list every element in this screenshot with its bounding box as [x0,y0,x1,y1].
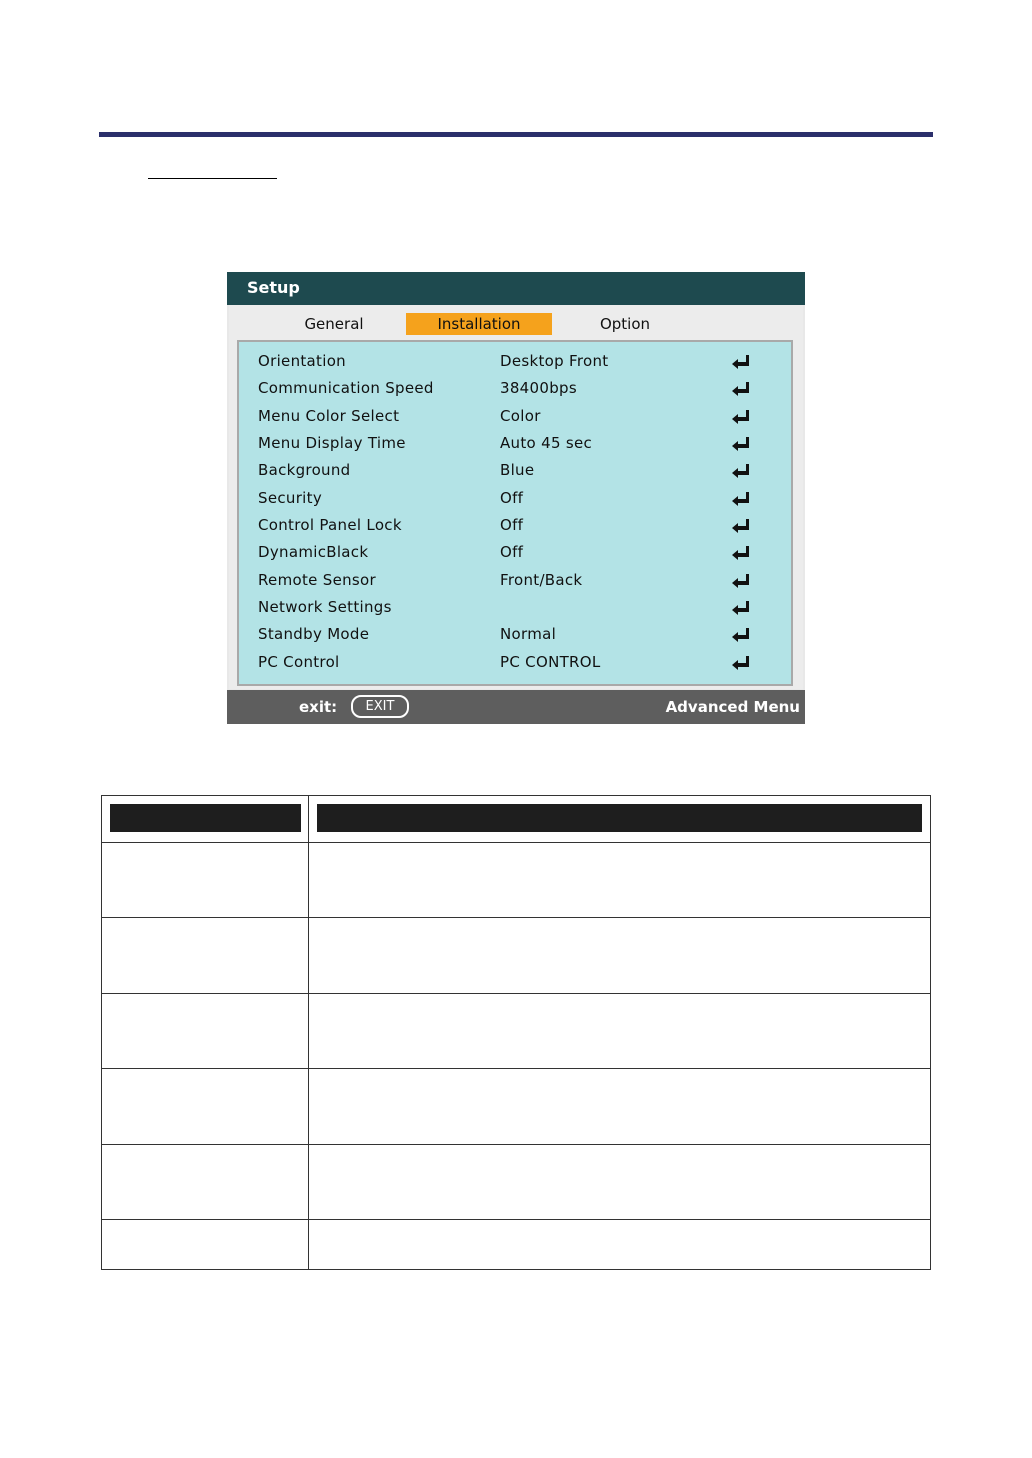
menu-row-label: Remote Sensor [258,571,376,589]
menu-row-value: Off [500,516,524,534]
table-row-divider [102,1144,930,1145]
menu-row[interactable] [239,543,791,570]
exit-button[interactable]: EXIT [351,695,409,718]
menu-row[interactable] [239,379,791,406]
table-header-cell-1 [110,804,301,832]
enter-arrow-icon[interactable] [731,381,751,397]
table-row-divider [102,993,930,994]
menu-title-bar [227,272,805,305]
enter-arrow-icon[interactable] [731,600,751,616]
menu-row-value: Desktop Front [500,352,609,370]
menu-row[interactable] [239,625,791,652]
table-header-cell-2 [317,804,922,832]
table-row-divider [102,1068,930,1069]
menu-row-label: DynamicBlack [258,543,369,561]
menu-row-value: Color [500,407,541,425]
menu-row[interactable] [239,407,791,434]
enter-arrow-icon[interactable] [731,463,751,479]
menu-row[interactable] [239,653,791,680]
advanced-menu-label[interactable]: Advanced Menu [665,698,800,716]
menu-row-value: Auto 45 sec [500,434,593,452]
menu-row-label: Communication Speed [258,379,434,397]
menu-row-value: 38400bps [500,379,577,397]
enter-arrow-icon[interactable] [731,545,751,561]
menu-row-label: Background [258,461,351,479]
menu-row-label: PC Control [258,653,340,671]
enter-arrow-icon[interactable] [731,655,751,671]
menu-row-label: Orientation [258,352,346,370]
menu-row-value: Blue [500,461,535,479]
menu-row-value: Off [500,489,524,507]
enter-arrow-icon[interactable] [731,354,751,370]
menu-row[interactable] [239,352,791,379]
menu-row-label: Menu Display Time [258,434,406,452]
menu-footer [227,690,805,724]
settings-panel [237,340,793,686]
setup-menu-window [227,272,805,724]
menu-row-value: Front/Back [500,571,583,589]
tab-bar [229,305,803,339]
menu-row[interactable] [239,461,791,488]
table-row-divider [102,917,930,918]
enter-arrow-icon[interactable] [731,627,751,643]
menu-row-value: Off [500,543,524,561]
menu-row-label: Network Settings [258,598,392,616]
menu-row[interactable] [239,516,791,543]
settings-description-table [101,795,931,1270]
menu-row[interactable] [239,571,791,598]
menu-row-label: Menu Color Select [258,407,400,425]
enter-arrow-icon[interactable] [731,436,751,452]
menu-row[interactable] [239,489,791,516]
menu-row[interactable] [239,434,791,461]
menu-row-value: Normal [500,625,557,643]
table-column-divider [308,796,309,1269]
tab-option[interactable]: Option [599,315,651,333]
menu-row[interactable] [239,598,791,625]
tab-installation[interactable]: Installation [406,313,552,335]
enter-arrow-icon[interactable] [731,409,751,425]
exit-label: exit: [299,698,338,716]
tab-general[interactable]: General [304,315,364,333]
top-header-rule [99,132,933,137]
menu-body [229,305,803,689]
menu-title: Setup [247,278,300,297]
enter-arrow-icon[interactable] [731,491,751,507]
menu-row-label: Control Panel Lock [258,516,402,534]
section-heading-underline [148,178,277,179]
table-row-divider [102,1219,930,1220]
enter-arrow-icon[interactable] [731,573,751,589]
menu-row-label: Security [258,489,322,507]
menu-row-value: PC CONTROL [500,653,601,671]
menu-row-label: Standby Mode [258,625,370,643]
enter-arrow-icon[interactable] [731,518,751,534]
table-row-divider [102,842,930,843]
